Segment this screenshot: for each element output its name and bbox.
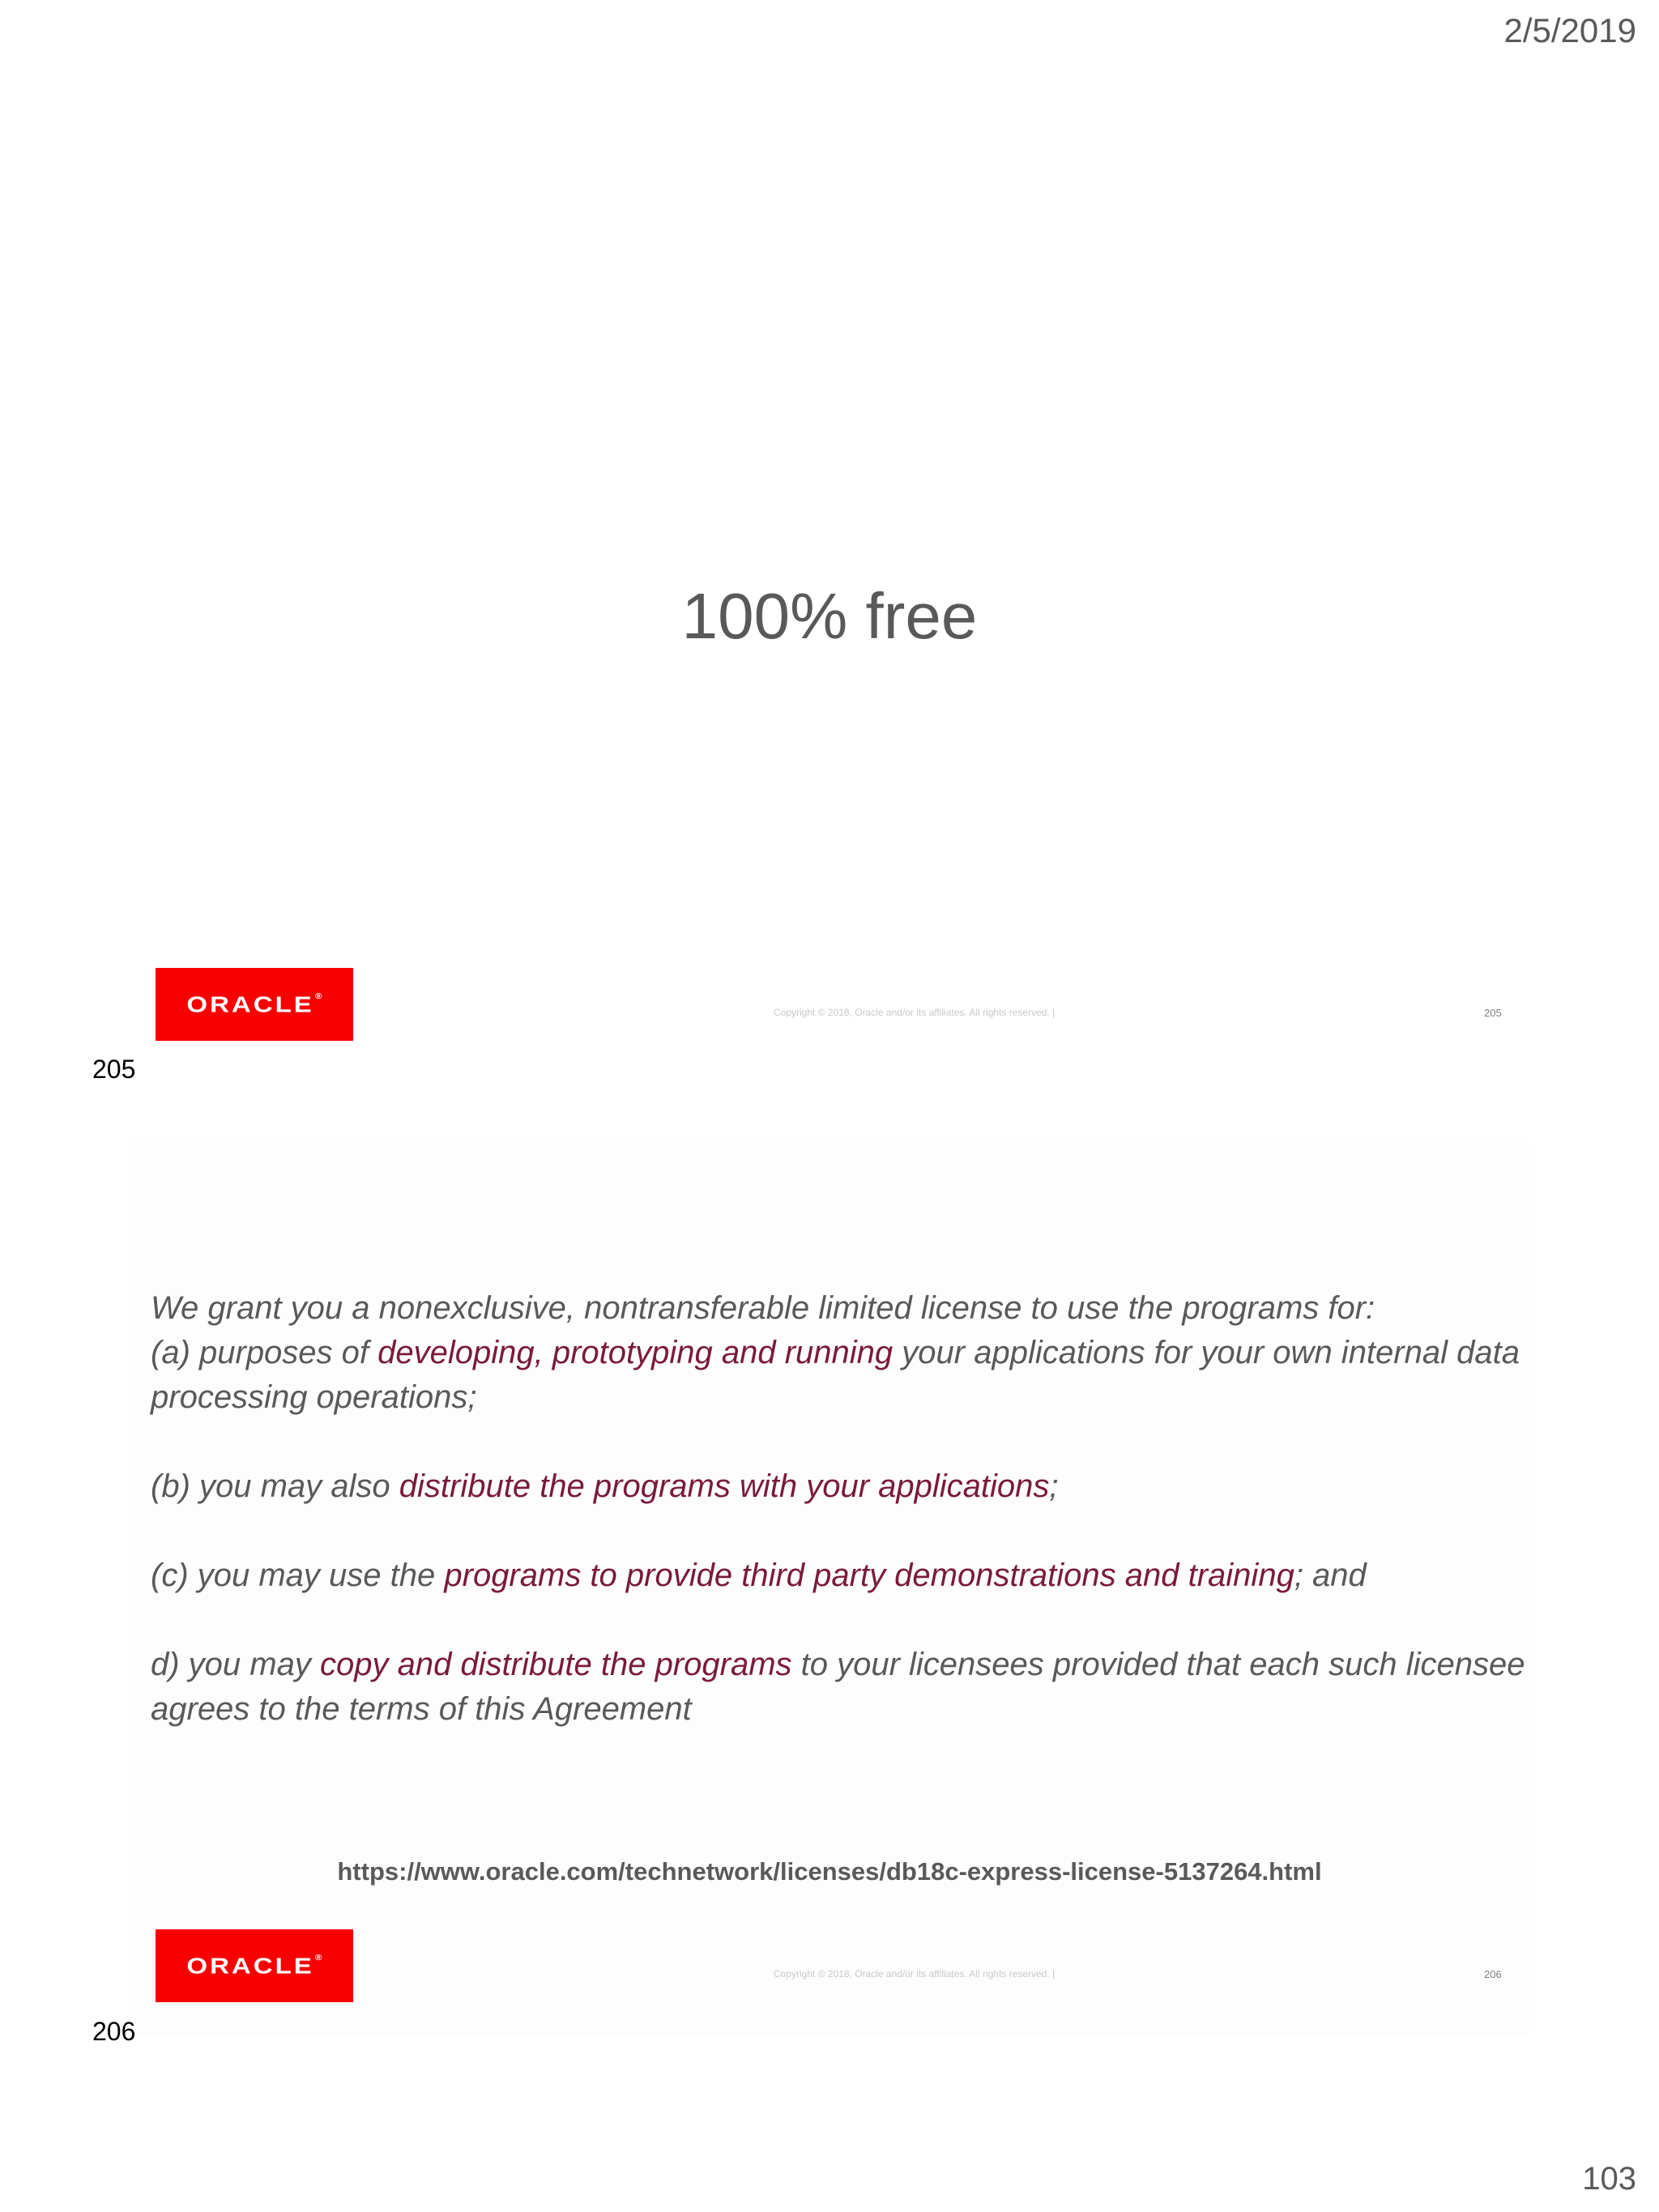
license-text — [151, 1286, 1528, 1776]
license-paragraph — [151, 1331, 1528, 1420]
slide-number: 206 — [1484, 1968, 1502, 1980]
license-paragraph — [151, 1464, 1528, 1509]
license-url: https://www.oracle.com/technetwork/licenses/db18c-express-license-5137264.html — [337, 1857, 1322, 1886]
paragraph-text: to your licensees provided that each such licensee agrees to the terms of this Agreement — [151, 1647, 1525, 1727]
license-paragraph — [151, 1286, 1528, 1331]
highlighted-text: copy and distribute the programs — [319, 1647, 792, 1682]
handout-page-number: 103 — [1582, 2161, 1636, 2197]
slide-copyright: Copyright © 2018, Oracle and/or its affiliates. All rights reserved. | — [774, 1968, 1056, 1980]
oracle-logo-text: ORACLE® — [186, 1952, 322, 1979]
slide-205 — [130, 166, 1529, 1063]
paragraph-text: d) you may — [151, 1647, 320, 1682]
slide-title: 100% free — [681, 580, 978, 652]
highlighted-text: developing, prototyping and running — [377, 1335, 893, 1370]
license-paragraph — [151, 1554, 1528, 1598]
oracle-logo — [156, 968, 353, 1041]
highlighted-text: distribute the programs with your applications — [399, 1468, 1050, 1504]
license-paragraph — [151, 1643, 1528, 1732]
oracle-logo-text: ORACLE® — [186, 991, 322, 1017]
paragraph-text: ; — [1049, 1468, 1059, 1504]
slide-label: 205 — [92, 1055, 136, 1084]
slide-copyright: Copyright © 2018, Oracle and/or its affiliates. All rights reserved. | — [774, 1007, 1056, 1018]
slide-206 — [130, 1138, 1529, 2035]
slide-number: 205 — [1484, 1007, 1502, 1019]
slide-label: 206 — [92, 2017, 136, 2046]
paragraph-text: (c) you may use the — [151, 1558, 445, 1593]
paragraph-text: your applications for your own internal data processing operations; — [151, 1335, 1520, 1415]
oracle-logo — [156, 1929, 353, 2002]
paragraph-text: ; and — [1294, 1558, 1367, 1593]
paragraph-text: We grant you a nonexclusive, nontransferable limited license to use the programs for: — [151, 1290, 1375, 1326]
handout-date: 2/5/2019 — [1503, 11, 1636, 49]
paragraph-text: (b) you may also — [151, 1468, 399, 1504]
highlighted-text: programs to provide third party demonstrations and training — [444, 1558, 1294, 1593]
paragraph-text: (a) purposes of — [151, 1335, 378, 1370]
